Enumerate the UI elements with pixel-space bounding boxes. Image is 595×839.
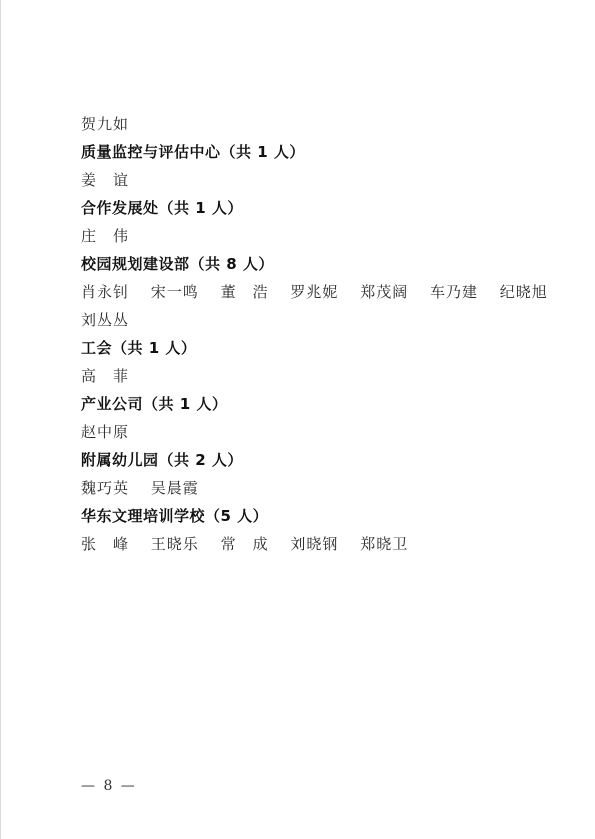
name-line [81,474,551,502]
person-name: 常 成 [220,535,269,553]
name-line [81,362,551,390]
name-line [81,110,551,138]
person-name: 刘晓钢 [290,535,339,553]
department-heading: 华东文理培训学校（5 人） [81,507,269,525]
person-name: 吴晨霞 [150,479,199,497]
person-name: 郑晓卫 [360,535,409,553]
name-line [81,278,551,306]
department-heading: 质量监控与评估中心（共 1 人） [81,143,305,161]
person-name: 赵中原 [81,423,130,441]
department-heading: 附属幼儿园（共 2 人） [81,451,243,469]
person-name: 郑茂阔 [360,283,409,301]
person-name: 肖永钊 [81,283,130,301]
person-name: 王晓乐 [150,535,199,553]
department-heading: 校园规划建设部（共 8 人） [81,255,274,273]
person-name: 魏巧英 [81,479,130,497]
name-line [81,166,551,194]
department-heading: 产业公司（共 1 人） [81,395,228,413]
person-name: 张 峰 [81,535,130,553]
person-name: 车乃建 [429,283,478,301]
name-line [81,222,551,250]
name-line [81,530,551,558]
document-body [81,110,551,558]
person-name: 董 浩 [220,283,269,301]
person-name: 庄 伟 [81,227,130,245]
person-name: 姜 谊 [81,171,130,189]
person-name: 纪晓旭 [499,283,548,301]
page-number: — 8 — [81,778,137,794]
page-edge [0,0,1,839]
person-name: 高 菲 [81,367,130,385]
department-heading: 合作发展处（共 1 人） [81,199,243,217]
person-name: 刘丛丛 [81,311,130,329]
name-line [81,306,551,334]
department-heading: 工会（共 1 人） [81,339,197,357]
person-name: 贺九如 [81,115,130,133]
person-name: 罗兆妮 [290,283,339,301]
name-line [81,418,551,446]
person-name: 宋一鸣 [150,283,199,301]
